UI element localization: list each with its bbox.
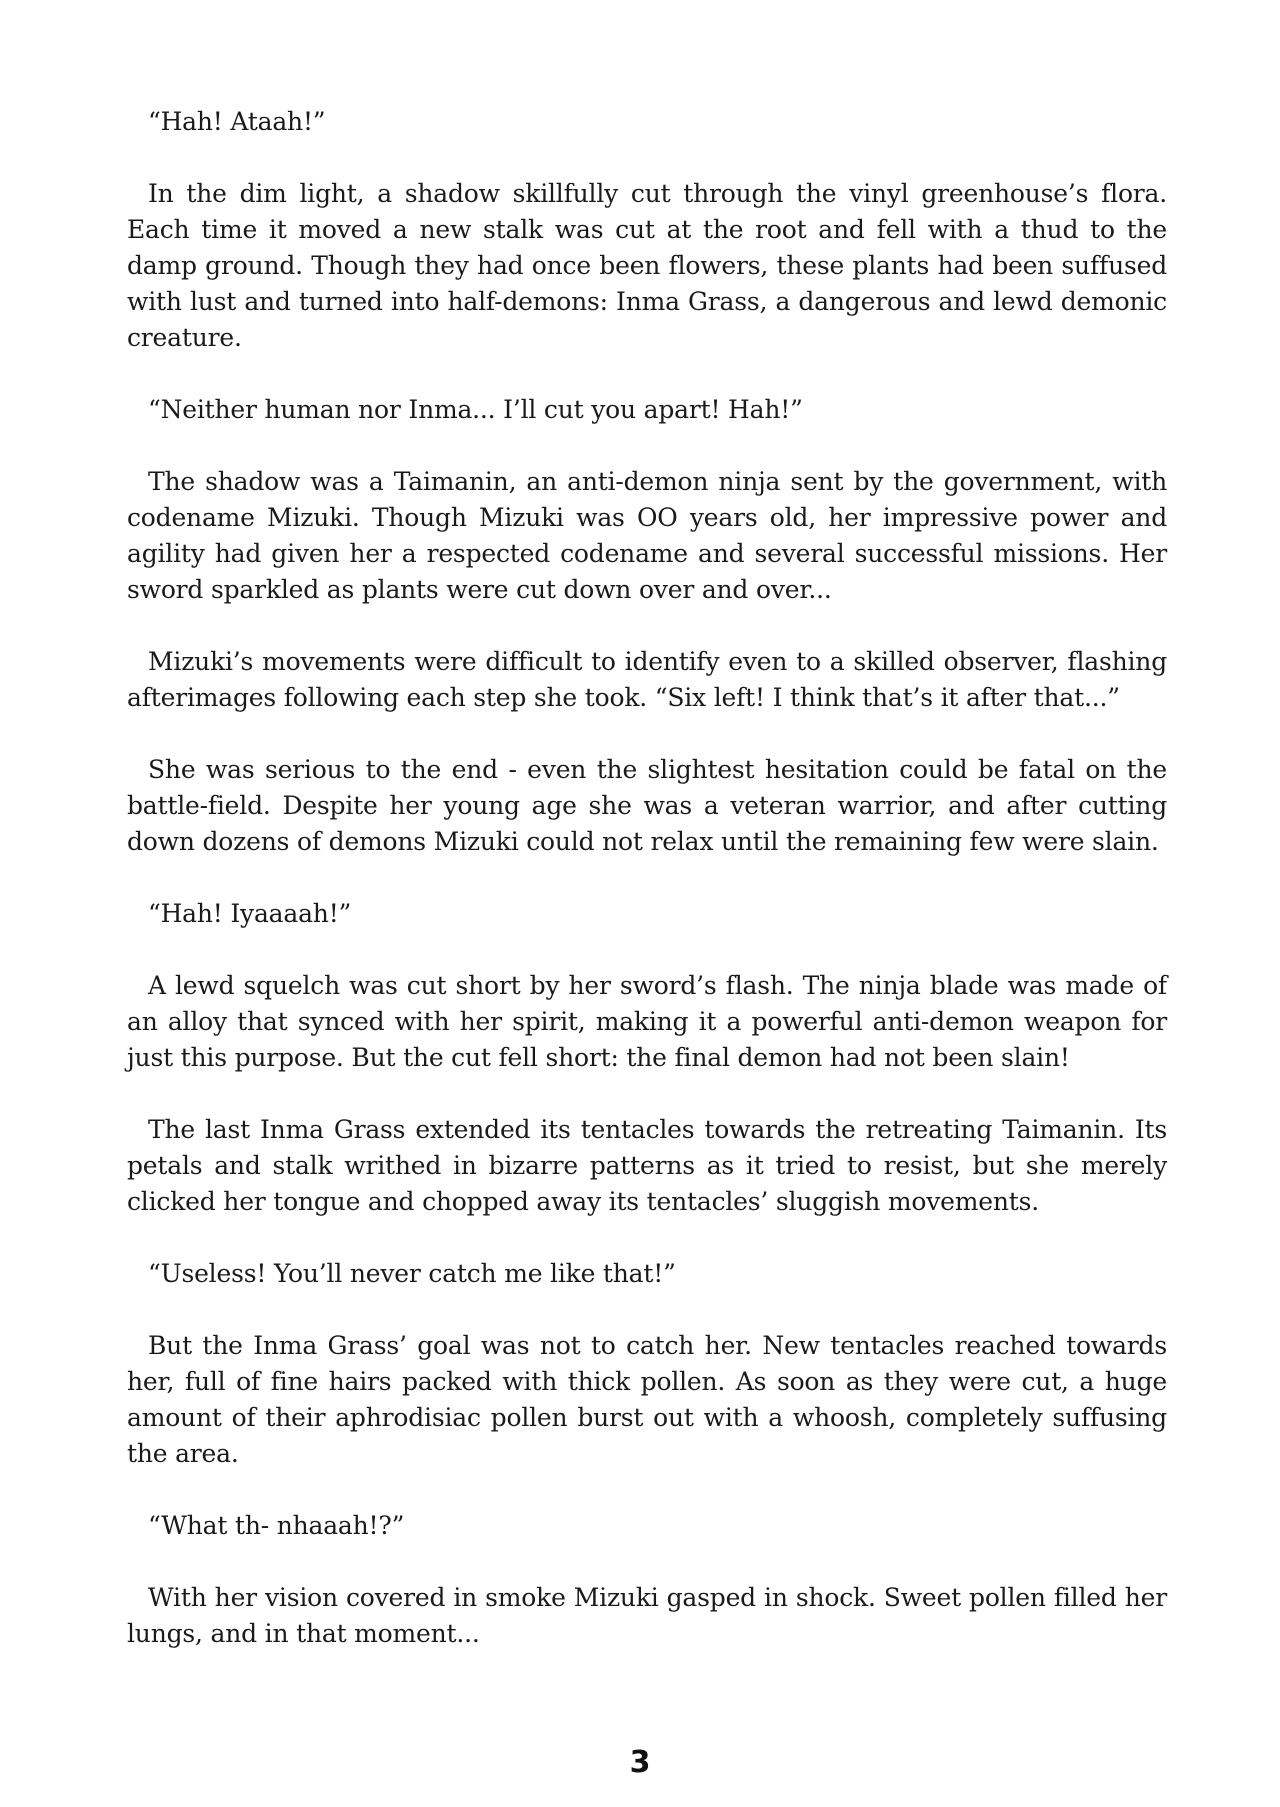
paragraph: “Neither human nor Inma... I’ll cut you apart! Hah!”: [148, 395, 803, 424]
paragraph: Mizuki’s movements were difficult to identify even to a skilled observer, flashing afterimages following each step she took. “Six left! I think that’s it after that...”: [127, 647, 1167, 712]
paragraph: With her vision covered in smoke Mizuki gasped in shock. Sweet pollen filled her lungs, and in that moment...: [127, 1583, 1167, 1648]
paragraph: She was serious to the end - even the slightest hesitation could be fatal on the battle-field. Despite her young age she was a veteran warrior, and after cutting down dozens of demons Mizuki could not relax until the remaining few were slain.: [127, 755, 1167, 856]
paragraph: A lewd squelch was cut short by her sword’s flash. The ninja blade was made of an alloy that synced with her spirit, making it a powerful anti-demon weapon for just this purpose. But the cut fell short: the final demon had not been slain!: [127, 971, 1167, 1072]
paragraph: The shadow was a Taimanin, an anti-demon ninja sent by the government, with codename Mizuki. Though Mizuki was OO years old, her impressive power and agility had given her a respected codename and several successful missions. Her sword sparkled as plants were cut down over and over...: [127, 467, 1167, 604]
paragraph: “Hah! Ataah!”: [148, 107, 326, 136]
paragraph: But the Inma Grass’ goal was not to catch her. New tentacles reached towards her, full of fine hairs packed with thick pollen. As soon as they were cut, a huge amount of their aphrodisiac pollen burst out with a whoosh, completely suffusing the area.: [127, 1331, 1167, 1468]
paragraph: The last Inma Grass extended its tentacles towards the retreating Taimanin. Its petals and stalk writhed in bizarre patterns as it tried to resist, but she merely clicked her tongue and chopped away its tentacles’ sluggish movements.: [127, 1115, 1167, 1216]
paragraph: In the dim light, a shadow skillfully cut through the vinyl greenhouse’s flora. Each time it moved a new stalk was cut at the root and fell with a thud to the damp ground. Though they had once been flowers, these plants had been suffused with lust and turned into half-demons: Inma Grass, a dangerous and lewd demonic creature.: [127, 179, 1167, 352]
paragraph: “Useless! You’ll never catch me like that!”: [148, 1259, 676, 1288]
paragraph: “What th- nhaaah!?”: [148, 1511, 405, 1540]
page-number: 3: [629, 1744, 651, 1780]
story-text: [127, 104, 1167, 1688]
paragraph: “Hah! Iyaaaah!”: [148, 899, 352, 928]
